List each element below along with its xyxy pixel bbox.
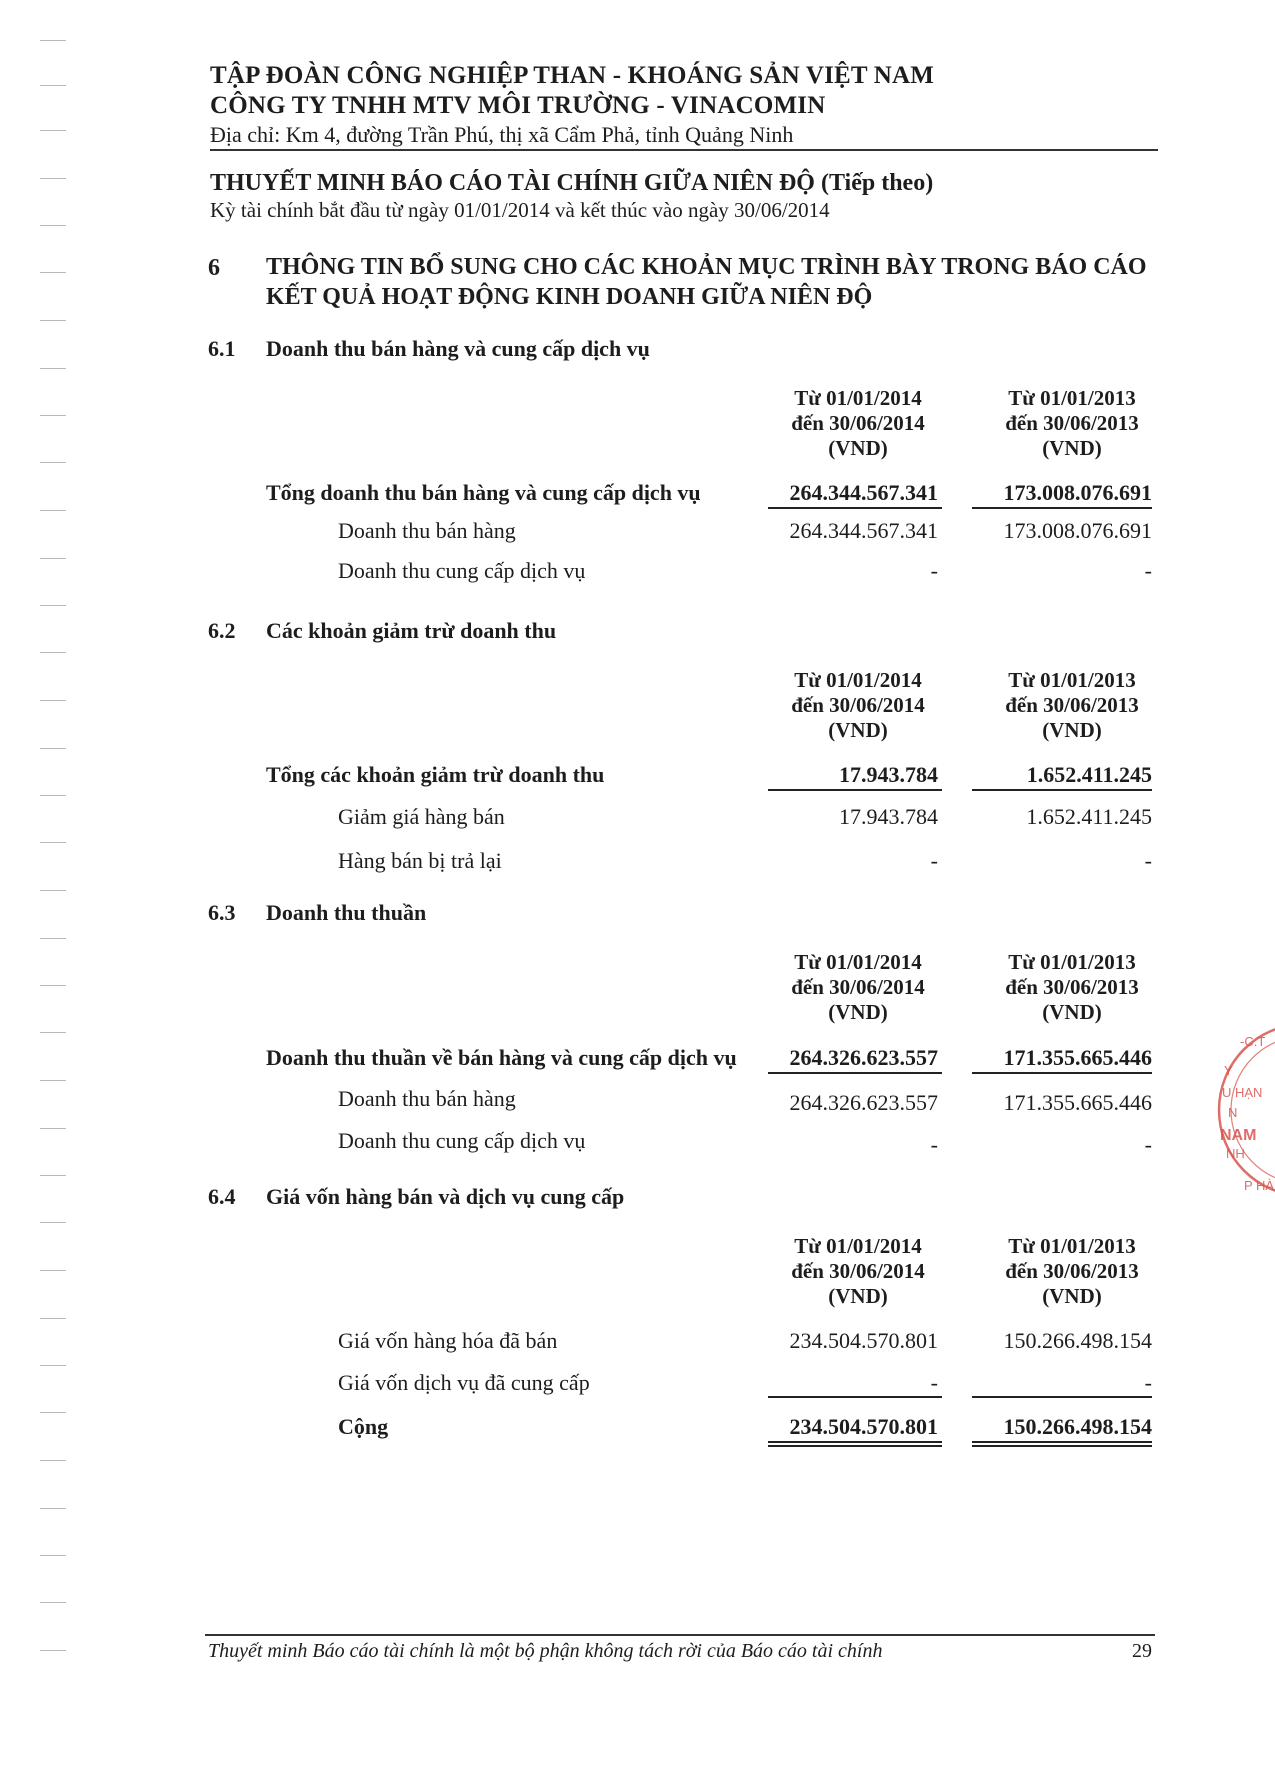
total-double-underline: [972, 1441, 1152, 1443]
value-2013: -: [1144, 848, 1152, 873]
subsection-number: 6.4: [208, 1184, 236, 1209]
svg-text:NAM: NAM: [1220, 1127, 1257, 1144]
value-2014: -: [930, 1132, 938, 1157]
column-header-2013: Từ 01/01/2013 đến 30/06/2013 (VND): [1005, 950, 1139, 1024]
subtotal-underline: [972, 1396, 1152, 1398]
total-double-underline: [768, 1445, 942, 1447]
column-header-2014: Từ 01/01/2014 đến 30/06/2014 (VND): [791, 950, 925, 1024]
value-2013: 171.355.665.446: [1003, 1090, 1152, 1115]
subsection-title: Doanh thu thuần: [266, 900, 427, 925]
subtotal-underline: [768, 1396, 942, 1398]
row-label: Tổng doanh thu bán hàng và cung cấp dịch vụ: [266, 480, 701, 505]
company-address: Địa chỉ: Km 4, đường Trần Phú, thị xã Cẩm Phả, tỉnh Quảng Ninh: [210, 122, 794, 147]
company-seal-stamp: [1210, 1000, 1275, 1220]
value-2013: 150.266.498.154: [1003, 1328, 1152, 1353]
total-underline: [972, 1072, 1152, 1074]
value-2014: 264.326.623.557: [789, 1045, 938, 1070]
total-underline: [768, 789, 942, 791]
value-2014: 234.504.570.801: [789, 1328, 938, 1353]
page-number: 29: [1132, 1640, 1152, 1662]
svg-text:P HÀ: P HÀ: [1244, 1178, 1275, 1193]
subsection-title: Các khoản giảm trừ doanh thu: [266, 618, 557, 643]
subsection-title: Giá vốn hàng bán và dịch vụ cung cấp: [266, 1184, 625, 1209]
footer-rule: [205, 1634, 1155, 1636]
subsection-number: 6.2: [208, 618, 236, 643]
value-2013: 173.008.076.691: [1003, 480, 1152, 505]
svg-text:N: N: [1228, 1105, 1238, 1120]
row-label: Giá vốn hàng hóa đã bán: [338, 1328, 558, 1353]
section-title: THÔNG TIN BỔ SUNG CHO CÁC KHOẢN MỤC TRÌNH BÀY TRONG BÁO CÁO KẾT QUẢ HOẠT ĐỘNG KINH DOANH GIỮA NIÊN ĐỘ: [266, 254, 1147, 310]
report-title: THUYẾT MINH BÁO CÁO TÀI CHÍNH GIỮA NIÊN ĐỘ (Tiếp theo): [210, 170, 934, 196]
row-label: Giá vốn dịch vụ đã cung cấp: [338, 1370, 590, 1395]
subsection-title: Doanh thu bán hàng và cung cấp dịch vụ: [266, 336, 650, 361]
row-label: Tổng các khoản giảm trừ doanh thu: [266, 762, 605, 787]
subsection-number: 6.3: [208, 900, 236, 925]
group-name: TẬP ĐOÀN CÔNG NGHIỆP THAN - KHOÁNG SẢN VIỆT NAM: [210, 62, 935, 89]
column-header-2014: Từ 01/01/2014 đến 30/06/2014 (VND): [791, 1234, 925, 1308]
total-underline: [972, 789, 1152, 791]
subsection-number: 6.1: [208, 336, 236, 361]
value-2013: 171.355.665.446: [1003, 1045, 1152, 1070]
value-2014: -: [930, 848, 938, 873]
row-label: Doanh thu cung cấp dịch vụ: [338, 558, 586, 583]
svg-text:-C.T: -C.T: [1240, 1034, 1266, 1049]
binding-tick-marks: [40, 30, 70, 1670]
value-2013: -: [1144, 1132, 1152, 1157]
company-name: CÔNG TY TNHH MTV MÔI TRƯỜNG - VINACOMIN: [210, 92, 826, 119]
value-2013: 173.008.076.691: [1003, 518, 1152, 543]
value-2014: 264.344.567.341: [789, 480, 938, 505]
value-2014: 264.344.567.341: [789, 518, 938, 543]
value-2014: -: [930, 558, 938, 583]
value-2013-total: 150.266.498.154: [1003, 1414, 1152, 1439]
row-label: Doanh thu bán hàng: [338, 1086, 516, 1111]
row-label-total: Cộng: [338, 1414, 389, 1439]
value-2014: 17.943.784: [839, 804, 938, 829]
total-double-underline: [972, 1445, 1152, 1447]
value-2013: 1.652.411.245: [1026, 762, 1152, 787]
value-2013: 1.652.411.245: [1026, 804, 1152, 829]
footer-note: Thuyết minh Báo cáo tài chính là một bộ phận không tách rời của Báo cáo tài chính: [208, 1640, 883, 1662]
row-label: Doanh thu cung cấp dịch vụ: [338, 1128, 586, 1153]
value-2014: 264.326.623.557: [789, 1090, 938, 1115]
svg-text:NH: NH: [1226, 1146, 1245, 1161]
column-header-2013: Từ 01/01/2013 đến 30/06/2013 (VND): [1005, 1234, 1139, 1308]
row-label: Giảm giá hàng bán: [338, 804, 505, 829]
value-2014: 17.943.784: [839, 762, 938, 787]
svg-text:U HẠN: U HẠN: [1222, 1085, 1263, 1100]
value-2014-total: 234.504.570.801: [789, 1414, 938, 1439]
column-header-2013: Từ 01/01/2013 đến 30/06/2013 (VND): [1005, 668, 1139, 742]
section-number: 6: [208, 255, 220, 281]
row-label: Hàng bán bị trả lại: [338, 848, 502, 873]
column-header-2014: Từ 01/01/2014 đến 30/06/2014 (VND): [791, 668, 925, 742]
total-underline: [768, 1072, 942, 1074]
column-header-2013: Từ 01/01/2013 đến 30/06/2013 (VND): [1005, 386, 1139, 460]
row-label: Doanh thu thuần về bán hàng và cung cấp dịch vụ: [266, 1045, 737, 1070]
column-header-2014: Từ 01/01/2014 đến 30/06/2014 (VND): [791, 386, 925, 460]
report-period: Kỳ tài chính bắt đầu từ ngày 01/01/2014 và kết thúc vào ngày 30/06/2014: [210, 198, 830, 222]
total-underline: [768, 507, 942, 509]
value-2013: -: [1144, 1370, 1152, 1395]
svg-text:Y: Y: [1224, 1063, 1233, 1078]
row-label: Doanh thu bán hàng: [338, 518, 516, 543]
total-underline: [972, 507, 1152, 509]
header-rule: [210, 149, 1158, 151]
total-double-underline: [768, 1441, 942, 1443]
value-2014: -: [930, 1370, 938, 1395]
value-2013: -: [1144, 558, 1152, 583]
